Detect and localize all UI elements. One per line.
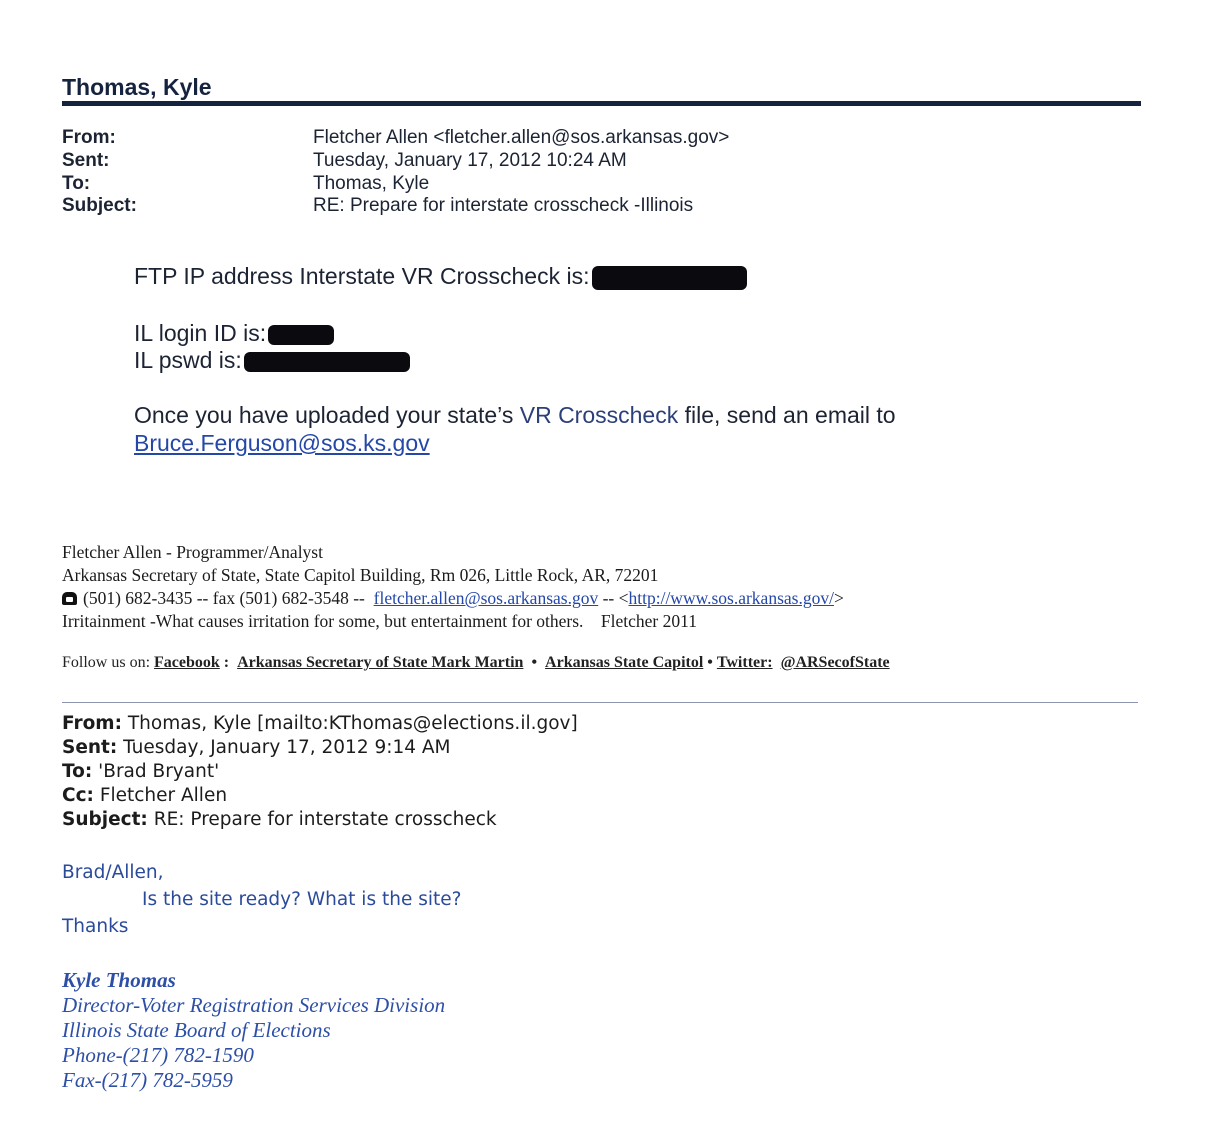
subject-value: RE: Prepare for interstate crosscheck -Illinois — [313, 195, 694, 216]
orig-from-value: Thomas, Kyle [mailto:KThomas@elections.il.gov] — [121, 713, 578, 734]
orig-to — [62, 761, 219, 782]
sig-email-link[interactable]: fletcher.allen@sos.arkansas.gov — [373, 588, 599, 608]
upload-suffix: file, send an email to — [678, 402, 896, 428]
from-label: From: — [62, 127, 116, 148]
title-divider — [62, 101, 1141, 106]
pswd-line — [134, 347, 410, 374]
sig-name: Fletcher Allen - Programmer/Analyst — [62, 542, 323, 562]
orig-cc — [62, 785, 227, 806]
orig-question: Is the site ready? What is the site? — [142, 889, 462, 910]
bullet-2: • — [707, 654, 713, 671]
to-value: Thomas, Kyle — [313, 173, 430, 194]
orig-subject — [62, 809, 497, 830]
sig-quote-line — [62, 611, 697, 632]
pswd-line-text: IL pswd is: — [134, 347, 242, 373]
orig-subject-label: Subject: — [62, 809, 148, 830]
orig-thanks: Thanks — [62, 916, 129, 937]
redaction-ftp — [592, 266, 747, 290]
sig-quote-tag: Fletcher 2011 — [600, 611, 697, 631]
orig-cc-value: Fletcher Allen — [93, 785, 228, 806]
from-value: Fletcher Allen <fletcher.allen@sos.arkansas.gov> — [313, 127, 730, 148]
reply-separator — [62, 702, 1138, 703]
sent-label: Sent: — [62, 150, 110, 171]
sig-url-prefix: -- < — [598, 588, 629, 608]
bullet-1: • — [531, 654, 538, 671]
orig-to-label: To: — [62, 761, 93, 782]
subject-label: Subject: — [62, 195, 137, 216]
redaction-pswd — [244, 352, 410, 372]
redaction-login — [268, 325, 334, 345]
sig-contact — [62, 588, 844, 609]
sos-link[interactable]: Arkansas Secretary of State Mark Martin — [237, 654, 524, 671]
sig-address: Arkansas Secretary of State, State Capitol Building, Rm 026, Little Rock, AR, 72201 — [62, 565, 659, 585]
twitter-handle-link[interactable]: @ARSecofState — [780, 654, 890, 671]
follow-colon: : — [219, 654, 230, 671]
sig-url-suffix: > — [833, 588, 844, 608]
capitol-link[interactable]: Arkansas State Capitol — [545, 654, 704, 671]
kyle-sig-role: Director-Voter Registration Services Division — [62, 993, 446, 1017]
orig-to-value: 'Brad Bryant' — [92, 761, 220, 782]
orig-cc-label: Cc: — [62, 785, 94, 806]
kyle-sig-fax: Fax-(217) 782-5959 — [62, 1068, 233, 1092]
twitter-link[interactable]: Twitter: — [716, 654, 773, 671]
orig-sent-value: Tuesday, January 17, 2012 9:14 AM — [117, 737, 451, 758]
kyle-sig-org: Illinois State Board of Elections — [62, 1018, 331, 1042]
page-title: Thomas, Kyle — [62, 74, 212, 100]
follow-us-line — [62, 654, 890, 672]
sig-phone: (501) 682-3435 -- fax (501) 682-3548 -- — [83, 588, 365, 608]
orig-sent-label: Sent: — [62, 737, 118, 758]
kyle-sig-name: Kyle Thomas — [62, 968, 176, 992]
email-link[interactable]: Bruce.Ferguson@sos.ks.gov — [134, 430, 430, 456]
orig-greeting: Brad/Allen, — [62, 862, 164, 883]
upload-line — [134, 402, 896, 429]
ftp-line-text: FTP IP address Interstate VR Crosscheck is: — [134, 263, 590, 289]
telephone-icon — [62, 592, 77, 605]
kyle-sig-phone: Phone-(217) 782-1590 — [62, 1043, 254, 1067]
orig-from-label: From: — [62, 713, 122, 734]
orig-subject-value: RE: Prepare for interstate crosscheck — [147, 809, 497, 830]
facebook-link[interactable]: Facebook — [154, 654, 220, 671]
orig-sent — [62, 737, 451, 758]
to-label: To: — [62, 173, 91, 194]
sent-value: Tuesday, January 17, 2012 10:24 AM — [313, 150, 627, 171]
sig-url-link[interactable]: http://www.sos.arkansas.gov/ — [628, 588, 834, 608]
login-line — [134, 320, 334, 347]
ftp-line — [134, 263, 747, 290]
upload-highlight: VR Crosscheck — [519, 402, 679, 428]
orig-from — [62, 713, 578, 734]
upload-prefix: Once you have uploaded your state’s — [134, 402, 520, 428]
sig-quote: Irritainment -What causes irritation for some, but entertainment for others. — [62, 611, 584, 631]
login-line-text: IL login ID is: — [134, 320, 267, 346]
follow-label: Follow us on: — [62, 654, 151, 671]
